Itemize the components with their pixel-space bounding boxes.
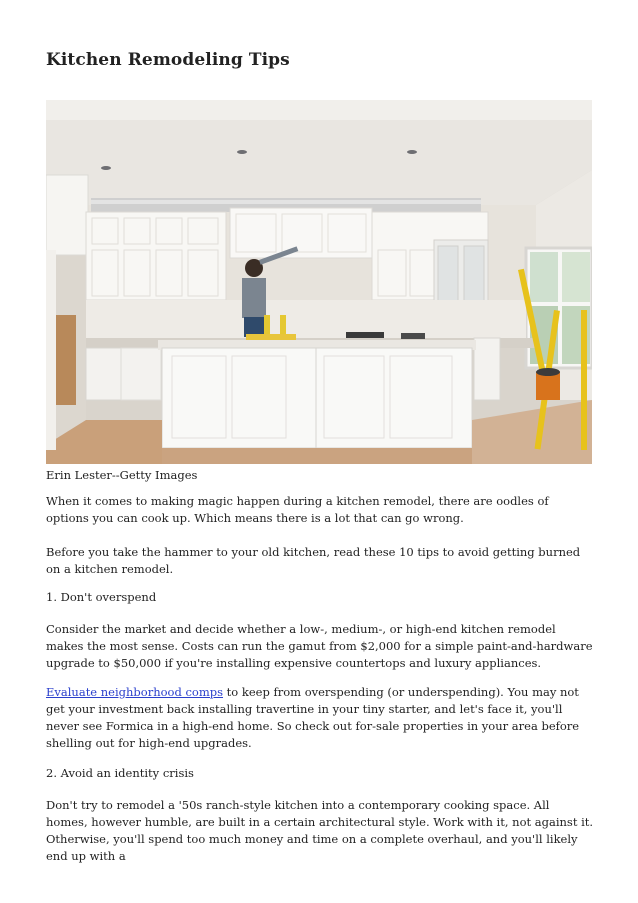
paragraph-comps xyxy=(46,684,594,752)
kitchen-remodel-photo xyxy=(46,100,592,464)
paragraph-tips-lead: Before you take the hammer to your old kitchen, read these 10 tips to avoid getting burned on a kitchen remodel. xyxy=(46,545,581,576)
paragraph-market: Consider the market and decide whether a low-, medium-, or high-end kitchen remodel makes the most sense. Costs can run the gamut from $2,000 for a simple paint-and-hardware upgrade to $50,000 if you're installing expensive countertops and luxury appliances. xyxy=(46,622,593,670)
paragraph-identity: Don't try to remodel a '50s ranch-style kitchen into a contemporary cooking space. All homes, however humble, are built in a certain architectural style. Work with it, not against it. Otherwise, you'll spend too much money and time on a complete overhaul, and you'll likely end up with a xyxy=(46,798,594,863)
neighborhood-comps-link[interactable]: Evaluate neighborhood comps xyxy=(46,685,224,699)
section-heading-1: 1. Don't overspend xyxy=(46,590,157,604)
paragraph-intro: When it comes to making magic happen during a kitchen remodel, there are oodles of options you can cook up. Which means there is a lot that can go wrong. xyxy=(46,494,549,525)
page-title: Kitchen Remodeling Tips xyxy=(46,50,290,70)
photo-caption: Erin Lester--Getty Images xyxy=(46,468,198,482)
paragraph-comps-text: to keep from overspending (or underspending). You may not get your investment back installing travertine in your tiny starter, and let's face it, you'll never see Formica in a high-end home. So check out for-sale properties in your area before shelling out for high-end upgrades. xyxy=(46,685,580,750)
section-heading-2: 2. Avoid an identity crisis xyxy=(46,766,194,780)
